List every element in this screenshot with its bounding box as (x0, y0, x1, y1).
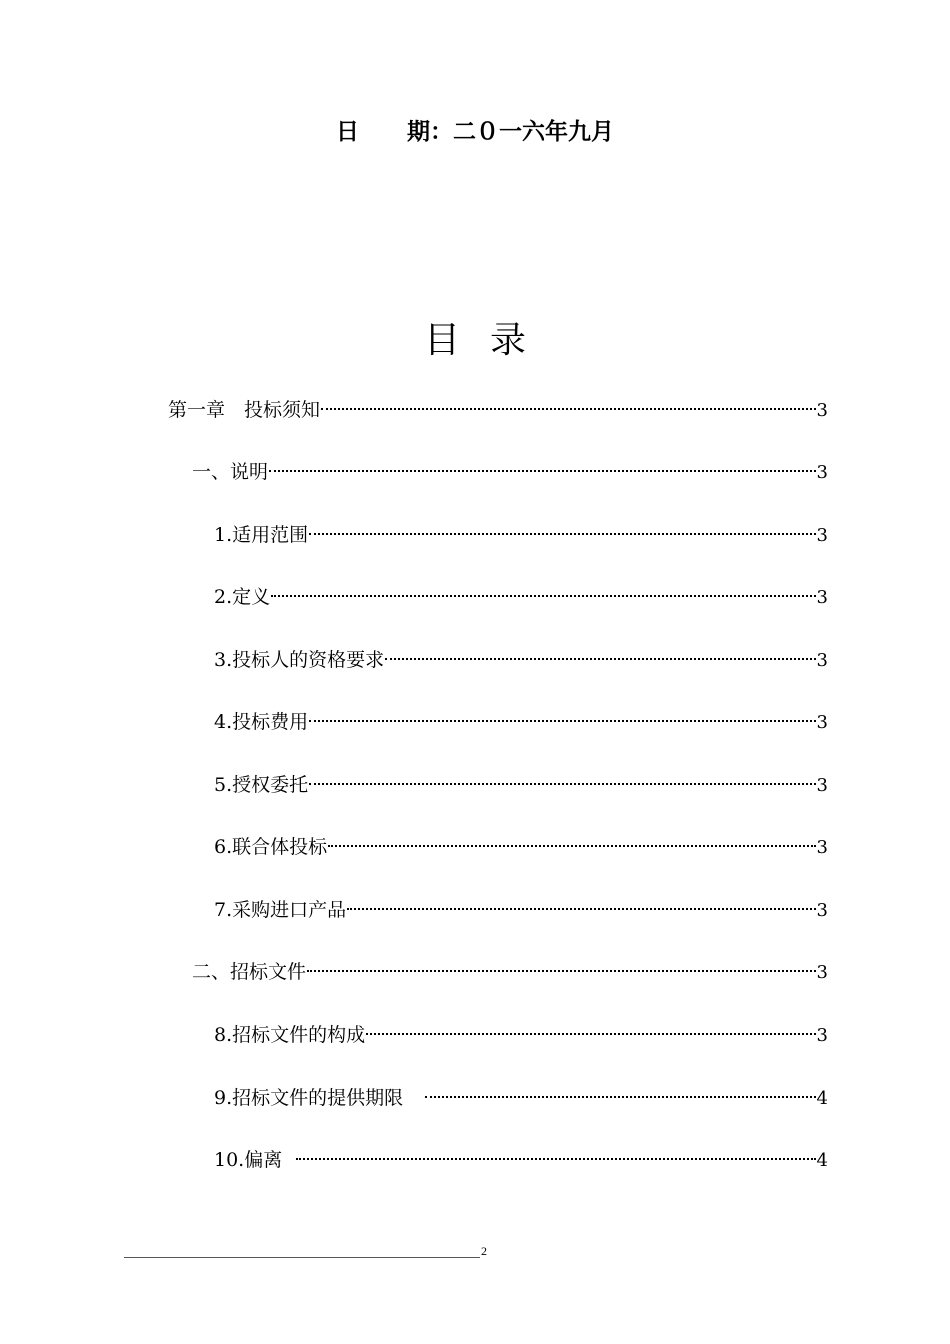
toc-entry-item-5[interactable] (214, 769, 828, 801)
toc-entry-label: 10.偏离 (214, 1149, 283, 1171)
toc-entry-label: 4.投标费用 (214, 711, 309, 733)
toc-entry-item-7[interactable] (214, 894, 828, 926)
toc-entry-item-6[interactable] (214, 831, 828, 863)
toc-entry-page: 3 (816, 837, 828, 858)
date-line (0, 116, 950, 148)
toc-title (0, 318, 950, 364)
toc-entry-item-8[interactable] (214, 1019, 828, 1051)
toc-entry-page: 3 (816, 775, 828, 796)
toc-entry-page: 3 (816, 712, 828, 733)
toc-entry-page: 4 (816, 1088, 828, 1109)
toc-entry-label: 二、招标文件 (192, 961, 307, 983)
toc-entry-page: 4 (816, 1150, 828, 1171)
toc-leader-dots (269, 470, 816, 472)
toc-entry-chapter-1[interactable] (168, 394, 828, 426)
toc-entry-page: 3 (816, 587, 828, 608)
toc-entry-label: 6.联合体投标 (214, 836, 328, 858)
toc-entry-label: 第一章 投标须知 (168, 399, 321, 421)
toc-entry-item-3[interactable] (214, 644, 828, 676)
toc-entry-page: 3 (816, 462, 828, 483)
toc-leader-dots (321, 408, 816, 410)
toc-leader-dots (425, 1096, 815, 1098)
toc-leader-dots (385, 658, 815, 660)
toc-entry-label: 9.招标文件的提供期限 (214, 1087, 404, 1109)
toc-entry-page: 3 (816, 525, 828, 546)
toc-leader-dots (366, 1033, 815, 1035)
toc-entry-label: 2.定义 (214, 586, 271, 608)
toc-entry-page: 3 (816, 900, 828, 921)
toc-leader-dots (309, 720, 815, 722)
toc-leader-dots (309, 533, 815, 535)
date-value: 期：二０一六年九月 (407, 119, 614, 145)
toc-entry-page: 3 (816, 962, 828, 983)
toc-entry-page: 3 (816, 400, 828, 421)
date-label-first-char: 日 (336, 119, 359, 145)
toc-entry-label: 1.适用范围 (214, 524, 309, 546)
toc-entry-page: 3 (816, 650, 828, 671)
toc-entry-label: 一、说明 (192, 461, 269, 483)
toc-entry-item-9[interactable] (214, 1082, 828, 1114)
toc-entry-item-10[interactable] (214, 1144, 828, 1176)
toc-entry-section-2[interactable] (192, 956, 828, 988)
toc-entry-item-1[interactable] (214, 519, 828, 551)
toc-entry-section-1[interactable] (192, 456, 828, 488)
toc-entry-label: 3.投标人的资格要求 (214, 649, 385, 671)
page-number: 2 (481, 1244, 487, 1258)
toc-leader-dots (307, 970, 816, 972)
toc-title-second-char: 录 (490, 320, 527, 361)
toc-title-first-char: 目 (423, 320, 460, 361)
toc-leader-dots (328, 845, 815, 847)
toc-entry-label: 5.授权委托 (214, 774, 309, 796)
footer-rule (124, 1257, 480, 1258)
toc-entry-item-4[interactable] (214, 706, 828, 738)
toc-entry-label: 8.招标文件的构成 (214, 1024, 366, 1046)
toc-leader-dots (347, 908, 815, 910)
toc-entry-label: 7.采购进口产品 (214, 899, 347, 921)
toc-entry-item-2[interactable] (214, 581, 828, 613)
toc-leader-dots (309, 783, 815, 785)
toc-entry-page: 3 (816, 1025, 828, 1046)
toc-leader-dots (296, 1158, 815, 1160)
toc-leader-dots (271, 595, 815, 597)
